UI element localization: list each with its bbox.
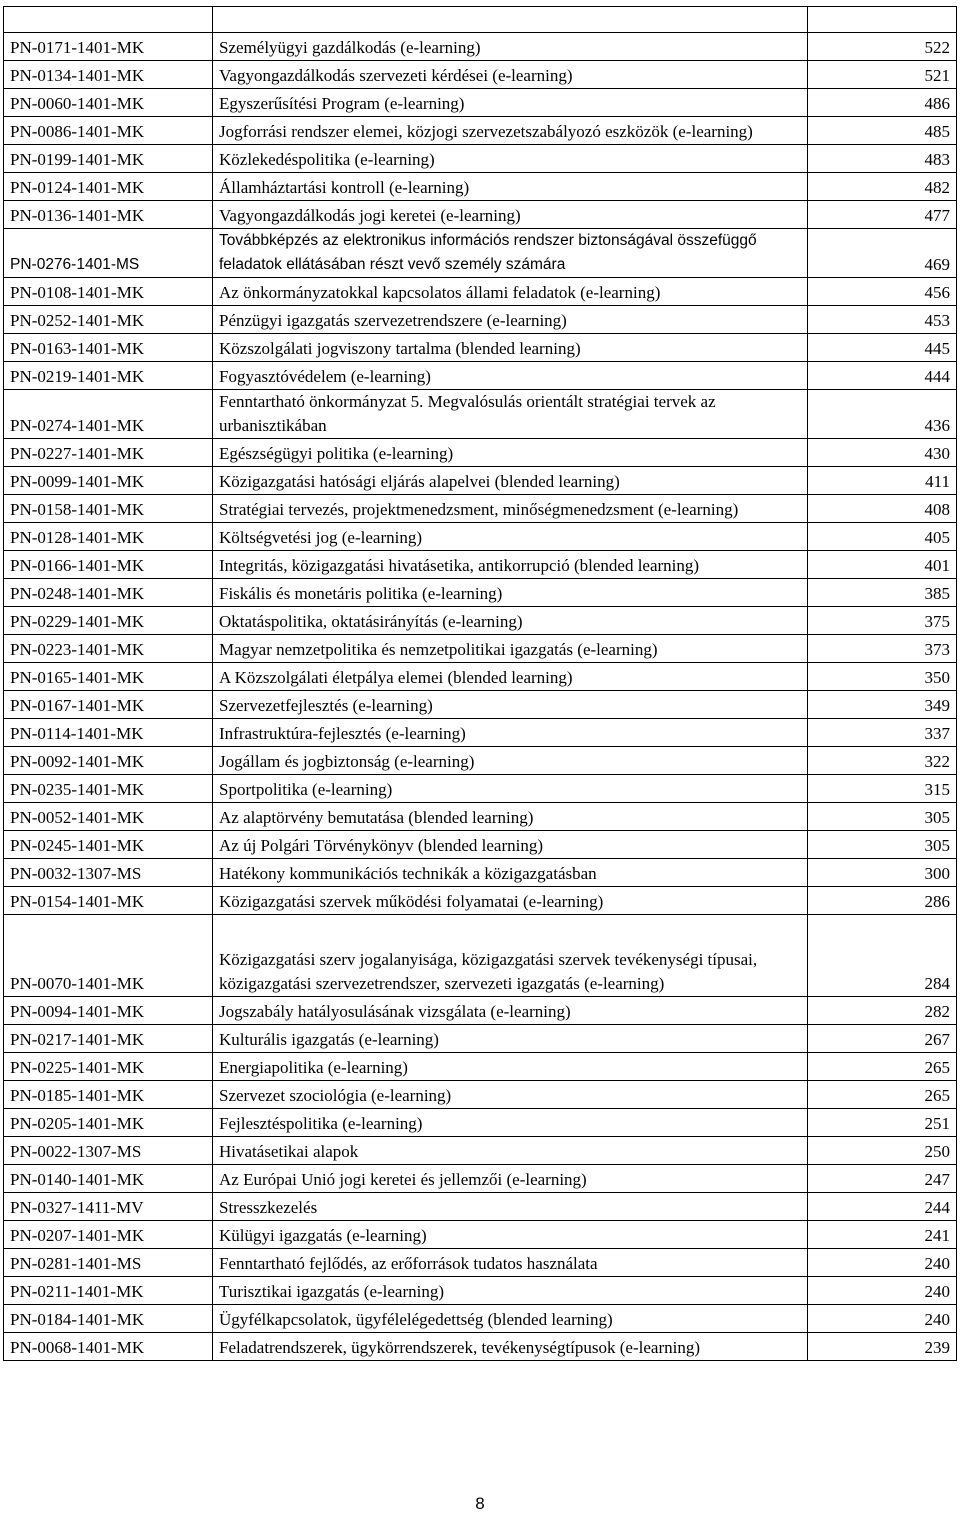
participant-count-cell: 453 (808, 306, 957, 334)
table-row (4, 747, 957, 775)
table-row (4, 61, 957, 89)
course-title-cell: Költségvetési jog (e-learning) (213, 523, 808, 551)
course-code-cell: PN-0140-1401-MK (4, 1165, 213, 1193)
course-code-cell: PN-0099-1401-MK (4, 467, 213, 495)
table-row (4, 1333, 957, 1361)
table-row (4, 33, 957, 61)
course-title-cell: Egyszerűsítési Program (e-learning) (213, 89, 808, 117)
table-row (4, 201, 957, 229)
table-row (4, 362, 957, 390)
course-title-cell: Továbbképzés az elektronikus információs rendszer biztonságával összefüggő feladatok ellátásában részt vevő személy számára (213, 229, 808, 278)
table-row (4, 173, 957, 201)
course-code-cell: PN-0060-1401-MK (4, 89, 213, 117)
course-title-cell: Stresszkezelés (213, 1193, 808, 1221)
course-title-cell: Sportpolitika (e-learning) (213, 775, 808, 803)
table-row (4, 1109, 957, 1137)
course-title-cell: Az alaptörvény bemutatása (blended learning) (213, 803, 808, 831)
course-code-cell: PN-0225-1401-MK (4, 1053, 213, 1081)
participant-count-cell: 251 (808, 1109, 957, 1137)
table-row (4, 390, 957, 439)
table-row (4, 278, 957, 306)
participant-count-cell: 486 (808, 89, 957, 117)
table-row (4, 1193, 957, 1221)
table-row (4, 1221, 957, 1249)
course-code-cell: PN-0052-1401-MK (4, 803, 213, 831)
course-code-cell: PN-0219-1401-MK (4, 362, 213, 390)
participant-count-cell: 477 (808, 201, 957, 229)
course-title-cell: Az önkormányzatokkal kapcsolatos állami feladatok (e-learning) (213, 278, 808, 306)
course-title-cell: Közlekedéspolitika (e-learning) (213, 145, 808, 173)
course-title-cell: Vagyongazdálkodás jogi keretei (e-learning) (213, 201, 808, 229)
participant-count-cell: 349 (808, 691, 957, 719)
participant-count-cell: 444 (808, 362, 957, 390)
course-title-cell: Magyar nemzetpolitika és nemzetpolitikai igazgatás (e-learning) (213, 635, 808, 663)
course-title-cell: Stratégiai tervezés, projektmenedzsment, minőségmenedzsment (e-learning) (213, 495, 808, 523)
course-title-cell: Oktatáspolitika, oktatásirányítás (e-learning) (213, 607, 808, 635)
table-row (4, 306, 957, 334)
table-row (4, 997, 957, 1025)
course-title-cell: Hivatásetikai alapok (213, 1137, 808, 1165)
course-title-cell: A Közszolgálati életpálya elemei (blended learning) (213, 663, 808, 691)
course-title-cell: Államháztartási kontroll (e-learning) (213, 173, 808, 201)
course-title-cell: Vagyongazdálkodás szervezeti kérdései (e-learning) (213, 61, 808, 89)
participant-count-cell: 445 (808, 334, 957, 362)
course-code-cell: PN-0274-1401-MK (4, 390, 213, 439)
course-code-cell: PN-0248-1401-MK (4, 579, 213, 607)
table-row (4, 691, 957, 719)
table-row (4, 439, 957, 467)
table-row (4, 1025, 957, 1053)
participant-count-cell: 282 (808, 997, 957, 1025)
course-code-cell: PN-0185-1401-MK (4, 1081, 213, 1109)
course-code-cell: PN-0184-1401-MK (4, 1305, 213, 1333)
table-row (4, 803, 957, 831)
course-code-cell: PN-0245-1401-MK (4, 831, 213, 859)
course-title-cell: Személyügyi gazdálkodás (e-learning) (213, 33, 808, 61)
table-row (4, 635, 957, 663)
course-title-cell: Fenntartható fejlődés, az erőforrások tudatos használata (213, 1249, 808, 1277)
course-code-cell: PN-0114-1401-MK (4, 719, 213, 747)
course-code-cell: PN-0108-1401-MK (4, 278, 213, 306)
course-code-cell: PN-0205-1401-MK (4, 1109, 213, 1137)
participant-count-cell: 375 (808, 607, 957, 635)
table-row (4, 1165, 957, 1193)
course-title-cell: Integritás, közigazgatási hivatásetika, antikorrupció (blended learning) (213, 551, 808, 579)
table-row (4, 1305, 957, 1333)
course-code-cell: PN-0252-1401-MK (4, 306, 213, 334)
course-title-cell: Fiskális és monetáris politika (e-learning) (213, 579, 808, 607)
participant-count-cell: 305 (808, 831, 957, 859)
course-code-cell: PN-0227-1401-MK (4, 439, 213, 467)
course-code-cell: PN-0124-1401-MK (4, 173, 213, 201)
course-code-cell: PN-0165-1401-MK (4, 663, 213, 691)
participant-count-cell: 350 (808, 663, 957, 691)
course-title-cell: Fenntartható önkormányzat 5. Megvalósulás orientált stratégiai tervek az urbanisztikában (213, 390, 808, 439)
course-title-cell: Feladatrendszerek, ügykörrendszerek, tevékenységtípusok (e-learning) (213, 1333, 808, 1361)
participant-count-cell: 241 (808, 1221, 957, 1249)
table-row (4, 523, 957, 551)
table-row (4, 607, 957, 635)
course-code-cell: PN-0032-1307-MS (4, 859, 213, 887)
course-code-cell: PN-0022-1307-MS (4, 1137, 213, 1165)
participant-count-cell: 522 (808, 33, 957, 61)
table-row (4, 1053, 957, 1081)
table-row (4, 495, 957, 523)
participant-count-cell: 373 (808, 635, 957, 663)
header-cell-title (213, 7, 808, 33)
course-code-cell: PN-0136-1401-MK (4, 201, 213, 229)
participant-count-cell: 401 (808, 551, 957, 579)
participant-count-cell: 250 (808, 1137, 957, 1165)
course-code-cell: PN-0068-1401-MK (4, 1333, 213, 1361)
course-title-cell: Jogforrási rendszer elemei, közjogi szervezetszabályozó eszközök (e-learning) (213, 117, 808, 145)
course-table (3, 6, 957, 1361)
course-title-cell: Ügyfélkapcsolatok, ügyfélelégedettség (blended learning) (213, 1305, 808, 1333)
table-row (4, 229, 957, 278)
course-title-cell: Az új Polgári Törvénykönyv (blended learning) (213, 831, 808, 859)
table-row (4, 334, 957, 362)
participant-count-cell: 300 (808, 859, 957, 887)
participant-count-cell: 305 (808, 803, 957, 831)
table-row (4, 579, 957, 607)
participant-count-cell: 239 (808, 1333, 957, 1361)
course-title-cell: Az Európai Unió jogi keretei és jellemzői (e-learning) (213, 1165, 808, 1193)
participant-count-cell: 521 (808, 61, 957, 89)
table-row (4, 887, 957, 915)
table-row (4, 915, 957, 997)
course-code-cell: PN-0086-1401-MK (4, 117, 213, 145)
table-row (4, 775, 957, 803)
course-title-cell: Energiapolitika (e-learning) (213, 1053, 808, 1081)
course-code-cell: PN-0281-1401-MS (4, 1249, 213, 1277)
course-title-cell: Szervezetfejlesztés (e-learning) (213, 691, 808, 719)
participant-count-cell: 385 (808, 579, 957, 607)
table-header-row (4, 7, 957, 33)
course-table-body (4, 7, 957, 1361)
course-code-cell: PN-0207-1401-MK (4, 1221, 213, 1249)
course-code-cell: PN-0199-1401-MK (4, 145, 213, 173)
course-title-cell: Közigazgatási szerv jogalanyisága, közigazgatási szervek tevékenységi típusai, közigazgatási szervezetrendszer, szervezeti igazgatás (e-learning) (213, 915, 808, 997)
participant-count-cell: 315 (808, 775, 957, 803)
course-title-cell: Infrastruktúra-fejlesztés (e-learning) (213, 719, 808, 747)
participant-count-cell: 244 (808, 1193, 957, 1221)
header-cell-count (808, 7, 957, 33)
course-title-cell: Közszolgálati jogviszony tartalma (blended learning) (213, 334, 808, 362)
course-title-cell: Egészségügyi politika (e-learning) (213, 439, 808, 467)
participant-count-cell: 247 (808, 1165, 957, 1193)
participant-count-cell: 483 (808, 145, 957, 173)
course-title-cell: Közigazgatási hatósági eljárás alapelvei (blended learning) (213, 467, 808, 495)
course-title-cell: Fejlesztéspolitika (e-learning) (213, 1109, 808, 1137)
course-code-cell: PN-0235-1401-MK (4, 775, 213, 803)
table-row (4, 719, 957, 747)
course-title-cell: Jogállam és jogbiztonság (e-learning) (213, 747, 808, 775)
course-code-cell: PN-0166-1401-MK (4, 551, 213, 579)
course-code-cell: PN-0327-1411-MV (4, 1193, 213, 1221)
table-row (4, 663, 957, 691)
participant-count-cell: 469 (808, 229, 957, 278)
participant-count-cell: 408 (808, 495, 957, 523)
course-code-cell: PN-0154-1401-MK (4, 887, 213, 915)
participant-count-cell: 265 (808, 1053, 957, 1081)
course-code-cell: PN-0128-1401-MK (4, 523, 213, 551)
table-row (4, 551, 957, 579)
course-title-cell: Turisztikai igazgatás (e-learning) (213, 1277, 808, 1305)
participant-count-cell: 240 (808, 1249, 957, 1277)
course-code-cell: PN-0211-1401-MK (4, 1277, 213, 1305)
participant-count-cell: 322 (808, 747, 957, 775)
course-code-cell: PN-0134-1401-MK (4, 61, 213, 89)
participant-count-cell: 411 (808, 467, 957, 495)
course-code-cell: PN-0158-1401-MK (4, 495, 213, 523)
course-title-cell: Kulturális igazgatás (e-learning) (213, 1025, 808, 1053)
participant-count-cell: 284 (808, 915, 957, 997)
course-title-cell: Hatékony kommunikációs technikák a közigazgatásban (213, 859, 808, 887)
course-code-cell: PN-0094-1401-MK (4, 997, 213, 1025)
participant-count-cell: 337 (808, 719, 957, 747)
table-row (4, 859, 957, 887)
participant-count-cell: 430 (808, 439, 957, 467)
table-row (4, 831, 957, 859)
course-code-cell: PN-0070-1401-MK (4, 915, 213, 997)
participant-count-cell: 405 (808, 523, 957, 551)
course-code-cell: PN-0171-1401-MK (4, 33, 213, 61)
course-title-cell: Közigazgatási szervek működési folyamatai (e-learning) (213, 887, 808, 915)
table-row (4, 145, 957, 173)
course-code-cell: PN-0163-1401-MK (4, 334, 213, 362)
table-row (4, 1137, 957, 1165)
course-code-cell: PN-0229-1401-MK (4, 607, 213, 635)
participant-count-cell: 456 (808, 278, 957, 306)
header-cell-code (4, 7, 213, 33)
table-row (4, 89, 957, 117)
course-code-cell: PN-0223-1401-MK (4, 635, 213, 663)
course-title-cell: Szervezet szociológia (e-learning) (213, 1081, 808, 1109)
participant-count-cell: 286 (808, 887, 957, 915)
participant-count-cell: 485 (808, 117, 957, 145)
course-code-cell: PN-0276-1401-MS (4, 229, 213, 278)
course-code-cell: PN-0167-1401-MK (4, 691, 213, 719)
table-row (4, 1081, 957, 1109)
participant-count-cell: 240 (808, 1305, 957, 1333)
participant-count-cell: 265 (808, 1081, 957, 1109)
page-number: 8 (475, 1494, 485, 1513)
table-row (4, 467, 957, 495)
course-code-cell: PN-0217-1401-MK (4, 1025, 213, 1053)
table-row (4, 1277, 957, 1305)
participant-count-cell: 267 (808, 1025, 957, 1053)
participant-count-cell: 482 (808, 173, 957, 201)
participant-count-cell: 436 (808, 390, 957, 439)
course-code-cell: PN-0092-1401-MK (4, 747, 213, 775)
course-title-cell: Jogszabály hatályosulásának vizsgálata (e-learning) (213, 997, 808, 1025)
course-title-cell: Pénzügyi igazgatás szervezetrendszere (e-learning) (213, 306, 808, 334)
course-title-cell: Külügyi igazgatás (e-learning) (213, 1221, 808, 1249)
course-title-cell: Fogyasztóvédelem (e-learning) (213, 362, 808, 390)
table-row (4, 1249, 957, 1277)
participant-count-cell: 240 (808, 1277, 957, 1305)
table-row (4, 117, 957, 145)
